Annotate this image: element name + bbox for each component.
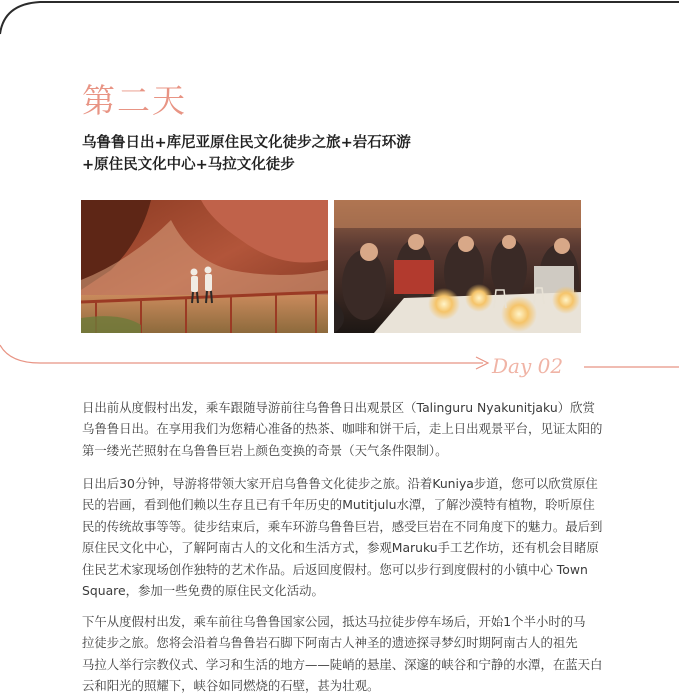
paragraph-line: 民的传统故事等等。徒步结束后，乘车环游乌鲁鲁巨岩，感受巨岩在不同角度下的魅力。最后到: [82, 518, 603, 534]
paragraph-line: 日出后30分钟，导游将带领大家开启乌鲁鲁文化徒步之旅。沿着Kuniya步道，您可以欣赏原住: [82, 476, 598, 491]
paragraph-line: 云和阳光的照耀下，峡谷如同燃烧的石壁，甚为壮观。: [82, 678, 380, 694]
paragraph-line: 日出前从度假村出发，乘车跟随导游前往乌鲁鲁日出观景区（Talinguru Nyakunitjaku）欣赏: [82, 400, 595, 415]
paragraph-line: Square，参加一些免费的原住民文化活动。: [82, 583, 324, 599]
paragraph-line: 乌鲁鲁日出。在享用我们为您精心准备的热茶、咖啡和饼干后，走上日出观景平台，见证太阳的: [82, 421, 603, 437]
day-title: 第二天: [82, 81, 187, 120]
subtitle-line: 乌鲁鲁日出+库尼亚原住民文化徒步之旅+岩石环游: [82, 135, 411, 151]
paragraph-line: 民的岩画，看到他们赖以生存且已有千年历史的Mutitjulu水潭，了解沙漠特有植物，聆听原住: [82, 497, 595, 513]
uluru-walk-photo: [81, 200, 328, 333]
paragraph-culture-walk: [82, 473, 603, 601]
paragraph-line: 第一缕光芒照射在乌鲁鲁巨岩上颜色变换的奇景（天气条件限制）。: [82, 442, 448, 458]
paragraph-line: 马拉人举行宗教仪式、学习和生活的地方——陡峭的悬崖、深邃的峡谷和宁静的水潭，在蓝天白: [82, 656, 603, 672]
uluru-walk-image: [81, 200, 328, 333]
day-subtitle: [82, 132, 602, 176]
dinner-photo: [334, 200, 581, 333]
page-corner-decoration: [0, 0, 679, 40]
paragraph-line: 原住民文化中心，了解阿南古人的文化和生活方式，参观Maruku手工艺作坊，还有机会目睹原: [82, 540, 599, 556]
paragraph-line: 拉徒步之旅。您将会沿着乌鲁鲁岩石脚下阿南古人神圣的遗迹探寻梦幻时期阿南古人的祖先: [82, 635, 578, 651]
dinner-image: [334, 200, 581, 333]
day-divider: [0, 335, 679, 385]
paragraph-sunrise: [82, 397, 603, 461]
paragraph-mala-walk: [82, 611, 603, 697]
day-label: Day 02: [492, 354, 564, 378]
subtitle-line: +原住民文化中心+马拉文化徒步: [82, 157, 295, 173]
paragraph-line: 住民艺术家现场创作独特的艺术作品。后返回度假村。您可以步行到度假村的小镇中心 Town: [82, 561, 588, 577]
paragraph-line: 下午从度假村出发，乘车前往乌鲁鲁国家公园，抵达马拉徒步停车场后，开始1个半小时的马: [82, 614, 586, 629]
